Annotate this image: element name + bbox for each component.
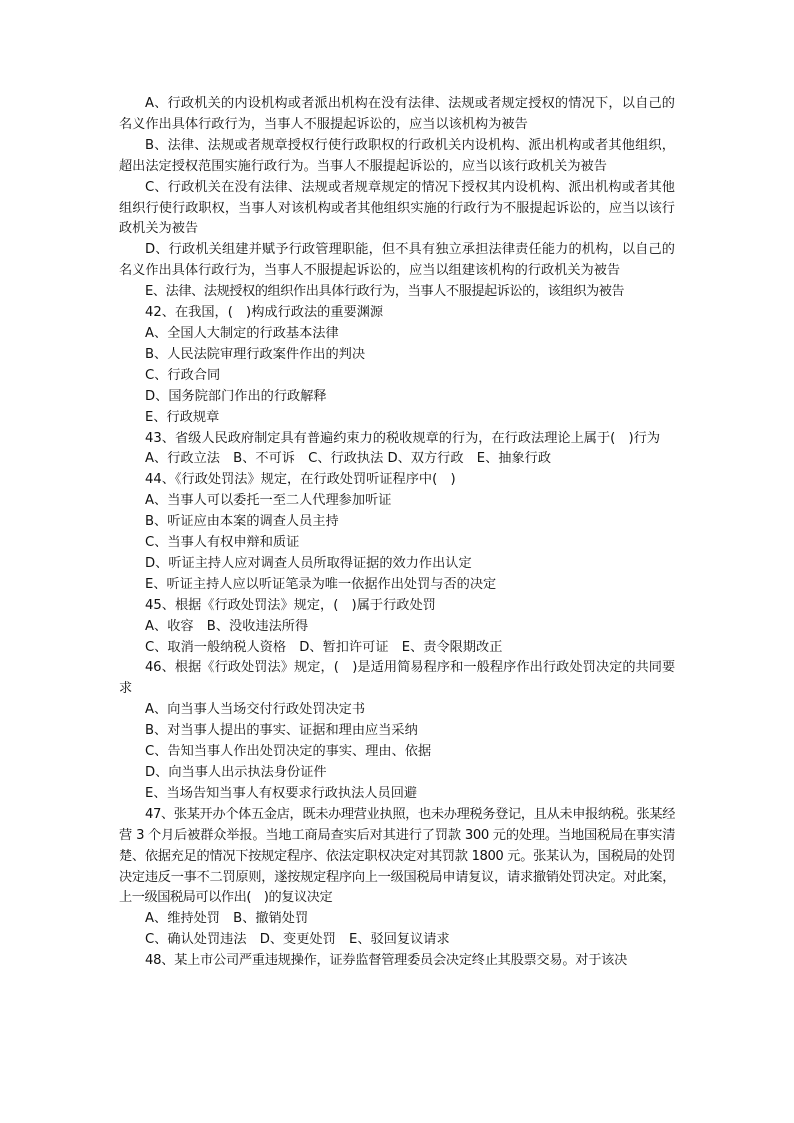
question-42-option-e: E、行政规章	[145, 409, 220, 425]
question-47: 47、张某开办个体五金店，既未办理营业执照，也未办理税务登记，且从未申报纳税。张某经营 3 个月后被群众举报。当地工商局查实后对其进行了罚款 300 元的处理。当地国税局在事实清楚、依据充足的情况下按规定程序、依法定职权决定对其罚款 1800 元。张某认为，国税局的处罚决定违反一事不二罚原则，遂按规定程序向上一级国税局申请复议，请求撤销处罚决定。对此案，上一级国税局可以作出( )的复议决定	[119, 806, 675, 906]
option-b-paragraph: B、法律、法规或者规章授权行使行政职权的行政机关内设机构、派出机构或者其他组织，超出法定授权范围实施行政行为。当事人不服提起诉讼的，应当以该行政机关为被告	[119, 137, 675, 174]
question-42-option-a: A、全国人大制定的行政基本法律	[145, 325, 339, 341]
question-44-option-a: A、当事人可以委托一至二人代理参加听证	[145, 493, 392, 509]
document-page	[119, 94, 675, 972]
question-44-option-b: B、听证应由本案的调查人员主持	[145, 514, 339, 530]
question-44-option-d: D、听证主持人应对调查人员所取得证据的效力作出认定	[145, 555, 472, 571]
question-46-option-c: C、告知当事人作出处罚决定的事实、理由、依据	[145, 744, 432, 760]
question-46-option-a: A、向当事人当场交付行政处罚决定书	[145, 702, 366, 718]
question-47-options-cde: C、确认处罚违法 D、变更处罚 E、驳回复议请求	[145, 932, 450, 948]
question-46-option-d: D、向当事人出示执法身份证件	[145, 765, 327, 780]
question-46: 46、根据《行政处罚法》规定，( )是适用简易程序和一般程序作出行政处罚决定的共同要求	[119, 660, 675, 697]
question-43-options: A、行政立法 B、不可诉 C、行政执法 D、双方行政 E、抽象行政	[145, 451, 552, 467]
option-c-paragraph: C、行政机关在没有法律、法规或者规章规定的情况下授权其内设机构、派出机构或者其他组织行使行政职权，当事人对该机构或者其他组织实施的行政行为不服提起诉讼的，应当以该行政机关为被告	[119, 179, 675, 237]
question-43: 43、省级人民政府制定具有普遍约束力的税收规章的行为，在行政法理论上属于( )行为	[145, 430, 661, 446]
question-45-options-ab: A、收容 B、没收违法所得	[145, 618, 309, 634]
question-46-option-e: E、当场告知当事人有权要求行政执法人员回避	[145, 785, 418, 801]
question-46-option-b: B、对当事人提出的事实、证据和理由应当采纳	[145, 723, 418, 739]
question-44: 44、《行政处罚法》规定，在行政处罚听证程序中( )	[145, 472, 456, 488]
question-45-options-cde: C、取消一般纳税人资格 D、暂扣许可证 E、责令限期改正	[145, 639, 503, 655]
question-44-option-e: E、听证主持人应以听证笔录为唯一依据作出处罚与否的决定	[145, 576, 497, 592]
question-42-option-b: B、人民法院审理行政案件作出的判决	[145, 346, 366, 362]
question-44-option-c: C、当事人有权申辩和质证	[145, 535, 300, 551]
option-e-paragraph: E、法律、法规授权的组织作出具体行政行为，当事人不服提起诉讼的，该组织为被告	[145, 284, 625, 300]
question-47-options-ab: A、维持处罚 B、撤销处罚	[145, 911, 309, 927]
question-45: 45、根据《行政处罚法》规定，( )属于行政处罚	[145, 597, 436, 613]
question-42: 42、在我国，( )构成行政法的重要渊源	[145, 305, 384, 321]
option-d-paragraph: D、行政机关组建并赋予行政管理职能，但不具有独立承担法律责任能力的机构，以自己的名义作出具体行政行为，当事人不服提起诉讼的，应当以组建该机构的行政机关为被告	[119, 242, 675, 279]
question-48: 48、某上市公司严重违规操作，证券监督管理委员会决定终止其股票交易。对于该决	[145, 953, 628, 969]
question-42-option-c: C、行政合同	[145, 367, 221, 383]
option-a-paragraph: A、行政机关的内设机构或者派出机构在没有法律、法规或者规定授权的情况下，以自己的名义作出具体行政行为，当事人不服提起诉讼的，应当以该机构为被告	[119, 96, 675, 132]
question-42-option-d: D、国务院部门作出的行政解释	[145, 388, 327, 404]
